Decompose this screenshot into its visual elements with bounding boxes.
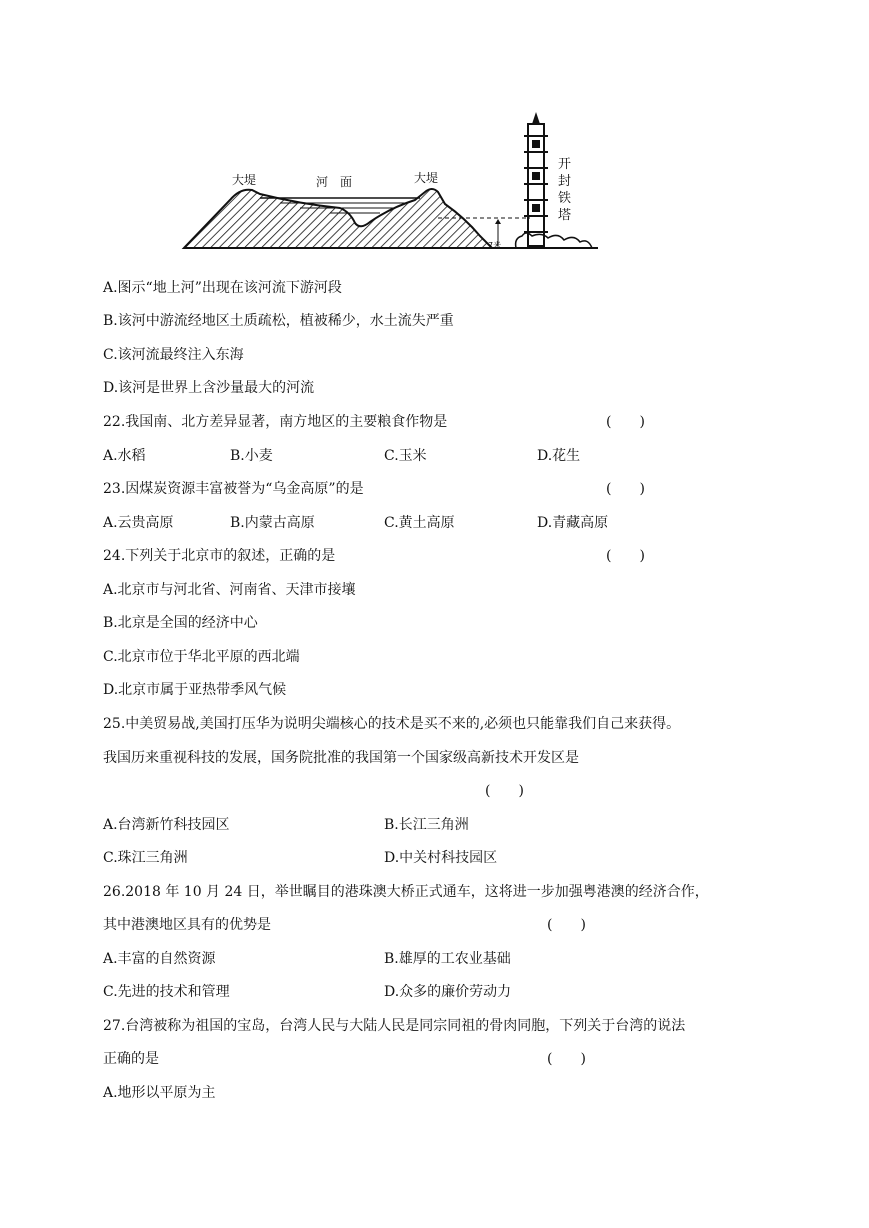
tower-label-char-3: 铁 bbox=[558, 191, 572, 206]
q24-option-c: C.北京市位于华北平原的西北端 bbox=[103, 649, 300, 665]
q24-option-b: B.北京是全国的经济中心 bbox=[103, 615, 258, 631]
q23-option-b: B.内蒙古高原 bbox=[230, 515, 315, 531]
q25-option-d: D.中关村科技园区 bbox=[384, 850, 498, 866]
q26-stem-line-1: 26.2018 年 10 月 24 日，举世瞩目的港珠澳大桥正式通车，这将进一步加强粤港澳的经济合作， bbox=[103, 884, 709, 900]
q27-stem-line-1: 27.台湾被称为祖国的宝岛，台湾人民与大陆人民是同宗同祖的骨肉同胞，下列关于台湾的说法 bbox=[103, 1018, 686, 1034]
q22-answer-paren: ( ) bbox=[606, 414, 645, 430]
q24-option-d: D.北京市属于亚热带季风气候 bbox=[103, 682, 287, 698]
q25-option-a: A.台湾新竹科技园区 bbox=[103, 817, 230, 833]
q26-option-c: C.先进的技术和管理 bbox=[103, 984, 230, 1000]
q25-option-b: B.长江三角洲 bbox=[384, 817, 469, 833]
q27-stem-line-2: 正确的是 bbox=[103, 1051, 159, 1067]
q25-option-c: C.珠江三角洲 bbox=[103, 850, 188, 866]
tower-label-char-2: 封 bbox=[558, 174, 572, 189]
q21-option-b: B.该河中游流经地区土质疏松，植被稀少，水土流失严重 bbox=[103, 313, 454, 329]
q21-option-a: A.图示“地上河”出现在该河流下游河段 bbox=[103, 280, 342, 296]
q23-option-a: A.云贵高原 bbox=[103, 515, 174, 531]
q26-answer-paren: ( ) bbox=[547, 917, 586, 933]
tower-label-char-1: 开 bbox=[558, 157, 572, 172]
q23-option-d: D.青藏高原 bbox=[537, 515, 609, 531]
height-label: 7米 bbox=[488, 241, 502, 250]
q25-stem-line-2: 我国历来重视科技的发展，国务院批准的我国第一个国家级高新技术开发区是 bbox=[103, 750, 579, 766]
q27-option-a: A.地形以平原为主 bbox=[103, 1085, 216, 1101]
q22-option-c: C.玉米 bbox=[384, 448, 427, 464]
q21-option-c: C.该河流最终注入东海 bbox=[103, 347, 244, 363]
q25-answer-paren: ( ) bbox=[485, 783, 524, 799]
q22-stem: 22.我国南、北方差异显著，南方地区的主要粮食作物是 bbox=[103, 414, 448, 430]
q26-option-a: A.丰富的自然资源 bbox=[103, 951, 216, 967]
q26-stem-line-2: 其中港澳地区具有的优势是 bbox=[103, 917, 271, 933]
right-dike-label: 大堤 bbox=[414, 171, 439, 185]
q24-stem: 24.下列关于北京市的叙述，正确的是 bbox=[103, 548, 336, 564]
iron-tower bbox=[524, 112, 548, 246]
river-surface-label: 河 面 bbox=[316, 175, 353, 189]
q22-option-b: B.小麦 bbox=[230, 448, 273, 464]
tower-label-char-4: 塔 bbox=[558, 208, 572, 223]
q25-stem-line-1: 25.中美贸易战,美国打压华为说明尖端核心的技术是买不来的,必须也只能靠我们自己来获得。 bbox=[103, 716, 681, 732]
q27-answer-paren: ( ) bbox=[547, 1051, 586, 1067]
q26-option-b: B.雄厚的工农业基础 bbox=[384, 951, 511, 967]
q22-option-d: D.花生 bbox=[537, 448, 581, 464]
q24-answer-paren: ( ) bbox=[606, 548, 645, 564]
q23-option-c: C.黄土高原 bbox=[384, 515, 455, 531]
q24-option-a: A.北京市与河北省、河南省、天津市接壤 bbox=[103, 582, 356, 598]
q21-option-d: D.该河是世界上含沙量最大的河流 bbox=[103, 380, 315, 396]
above-ground-river-diagram bbox=[180, 108, 600, 258]
left-dike-label: 大堤 bbox=[232, 173, 257, 187]
q23-stem: 23.因煤炭资源丰富被誉为“乌金高原”的是 bbox=[103, 481, 364, 497]
q26-option-d: D.众多的廉价劳动力 bbox=[384, 984, 512, 1000]
q22-option-a: A.水稻 bbox=[103, 448, 146, 464]
q23-answer-paren: ( ) bbox=[606, 481, 645, 497]
